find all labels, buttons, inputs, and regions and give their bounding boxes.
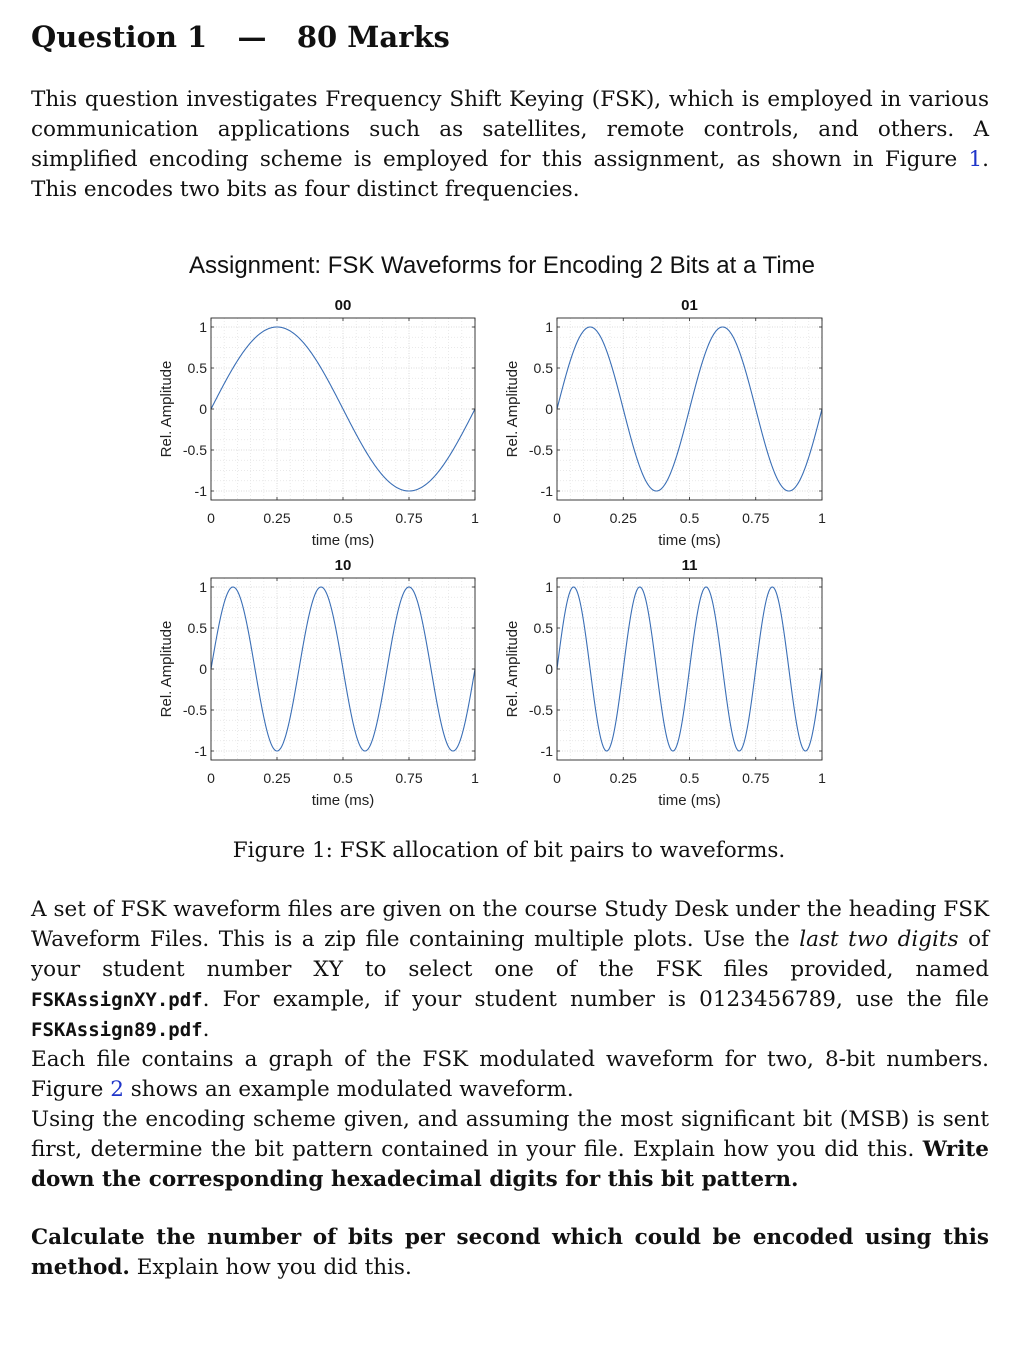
subplot-10-ytick-label: 1 (199, 579, 207, 595)
subplot-00-ytick-label: -0.5 (182, 442, 207, 458)
subplot-01-xtick-label: 0.25 (609, 510, 637, 526)
filename-example: FSKAssign89.pdf (31, 1019, 203, 1041)
subplot-11-xlabel: time (ms) (658, 792, 721, 809)
chart-title: Assignment: FSK Waveforms for Encoding 2 Bits at a Time (188, 252, 816, 279)
subplot-10-xlabel: time (ms) (311, 792, 375, 809)
subplot-11-ytick-label: 0 (545, 661, 553, 677)
intro-text-end: . This encodes two bits as four distinct frequencies. (31, 147, 989, 202)
subplot-11-ytick-label: -0.5 (528, 702, 553, 718)
subplot-10-ytick-label: -0.5 (182, 702, 207, 718)
calculation-paragraph (31, 1223, 989, 1283)
question-heading (31, 20, 450, 54)
subplot-01-xtick-label: 0.75 (742, 510, 770, 526)
fsk-figure (0, 230, 1018, 830)
subplot-11-ytick-label: 1 (545, 579, 553, 595)
subplot-11-xtick-label: 1 (818, 770, 826, 786)
subplot-01-ytick-label: -1 (540, 483, 553, 499)
subplot-11-xtick-label: 0.25 (609, 770, 637, 786)
subplot-00-xtick-label: 0.25 (263, 510, 291, 526)
subplot-00-ytick-label: 0 (199, 401, 207, 417)
subplot-10-ytick-label: 0 (199, 661, 207, 677)
subplot-11-xtick-label: 0 (553, 770, 561, 786)
subplot-00-title: 00 (334, 297, 352, 314)
subplot-10-ytick-label: -1 (194, 743, 207, 759)
question-marks: 80 Marks (296, 20, 450, 54)
calculation-text: Explain how you did this. (129, 1255, 412, 1280)
subplot-01-xlabel: time (ms) (658, 532, 721, 549)
instructions-text-2: of your student number XY to select one of the FSK files provided, named (31, 927, 989, 982)
question-title: Question 1 (31, 20, 208, 54)
subplot-11-xtick-label: 0.5 (679, 770, 700, 786)
subplot-00-xlabel: time (ms) (311, 532, 375, 549)
instructions-paragraph (31, 895, 989, 1105)
subplot-10-xtick-label: 0.25 (263, 770, 291, 786)
subplot-00-ytick-label: 0.5 (187, 360, 207, 376)
subplot-00-xtick-label: 0 (207, 510, 215, 526)
filename-template: FSKAssignXY.pdf (31, 989, 203, 1011)
figure-2-link[interactable]: 2 (110, 1077, 124, 1102)
subplot-00-xtick-label: 0.5 (333, 510, 353, 526)
task-bold-instruction: Write down the corresponding hexadecimal digits for this bit pattern. (31, 1137, 989, 1192)
task-paragraph (31, 1105, 989, 1195)
subplot-11-ytick-label: -1 (540, 743, 553, 759)
subplot-01-xtick-label: 0.5 (679, 510, 700, 526)
instructions-text-3: . For example, if your student number is 0123456789, use the file (202, 987, 989, 1012)
subplot-10-xtick-label: 0.5 (333, 770, 353, 786)
subplot-01-ytick-label: 0 (545, 401, 553, 417)
subplot-10-ytick-label: 0.5 (187, 620, 207, 636)
subplot-10-xtick-label: 0 (207, 770, 215, 786)
subplot-01-xtick-label: 1 (818, 510, 826, 526)
subplot-00-ytick-label: -1 (194, 483, 207, 499)
subplot-10-xtick-label: 0.75 (395, 770, 423, 786)
subplot-10-xtick-label: 1 (471, 770, 479, 786)
subplot-01-title: 01 (681, 297, 698, 314)
subplot-00-ylabel: Rel. Amplitude (158, 360, 175, 458)
subplot-11-ylabel: Rel. Amplitude (504, 620, 521, 718)
subplot-10-ylabel: Rel. Amplitude (158, 620, 175, 718)
subplot-01-ytick-label: 0.5 (533, 360, 553, 376)
subplot-01-ylabel: Rel. Amplitude (504, 360, 521, 458)
task-text: Using the encoding scheme given, and assuming the most significant bit (MSB) is sent first, determine the bit pattern contained in your file. Explain how you did this. (31, 1107, 989, 1162)
intro-paragraph (31, 85, 989, 205)
subplot-01-xtick-label: 0 (553, 510, 561, 526)
subplot-00-xtick-label: 0.75 (395, 510, 423, 526)
file-contents-text: Each file contains a graph of the FSK modulated waveform for two, 8-bit numbers. Figure (31, 1047, 989, 1102)
fsk-waveform-chart (0, 230, 1018, 830)
subplot-11-title: 11 (681, 557, 698, 574)
calculation-bold-instruction: Calculate the number of bits per second which could be encoded using this method. (31, 1225, 989, 1280)
subplot-01-ytick-label: 1 (545, 319, 553, 335)
subplot-10-title: 10 (334, 557, 352, 574)
subplot-01-ytick-label: -0.5 (528, 442, 553, 458)
last-two-digits-emphasis: last two digits (799, 927, 959, 952)
em-dash: — (237, 20, 267, 54)
subplot-00-xtick-label: 1 (471, 510, 479, 526)
instructions-period: . (202, 1017, 210, 1042)
figure-1-link[interactable]: 1 (968, 147, 983, 172)
subplot-11-xtick-label: 0.75 (742, 770, 770, 786)
intro-text: This question investigates Frequency Shift Keying (FSK), which is employed in various communication applications such as satellites, remote controls, and others. A simplified encoding scheme is employed for this assignment, as shown in Figure (31, 87, 989, 172)
file-contents-text-end: shows an example modulated waveform. (123, 1077, 574, 1102)
instructions-text: A set of FSK waveform files are given on the course Study Desk under the heading FSK Waveform Files. This is a zip file containing multiple plots. Use the (31, 897, 989, 952)
subplot-00-ytick-label: 1 (199, 319, 207, 335)
figure-caption: Figure 1: FSK allocation of bit pairs to waveforms. (232, 838, 786, 863)
subplot-11-ytick-label: 0.5 (533, 620, 553, 636)
